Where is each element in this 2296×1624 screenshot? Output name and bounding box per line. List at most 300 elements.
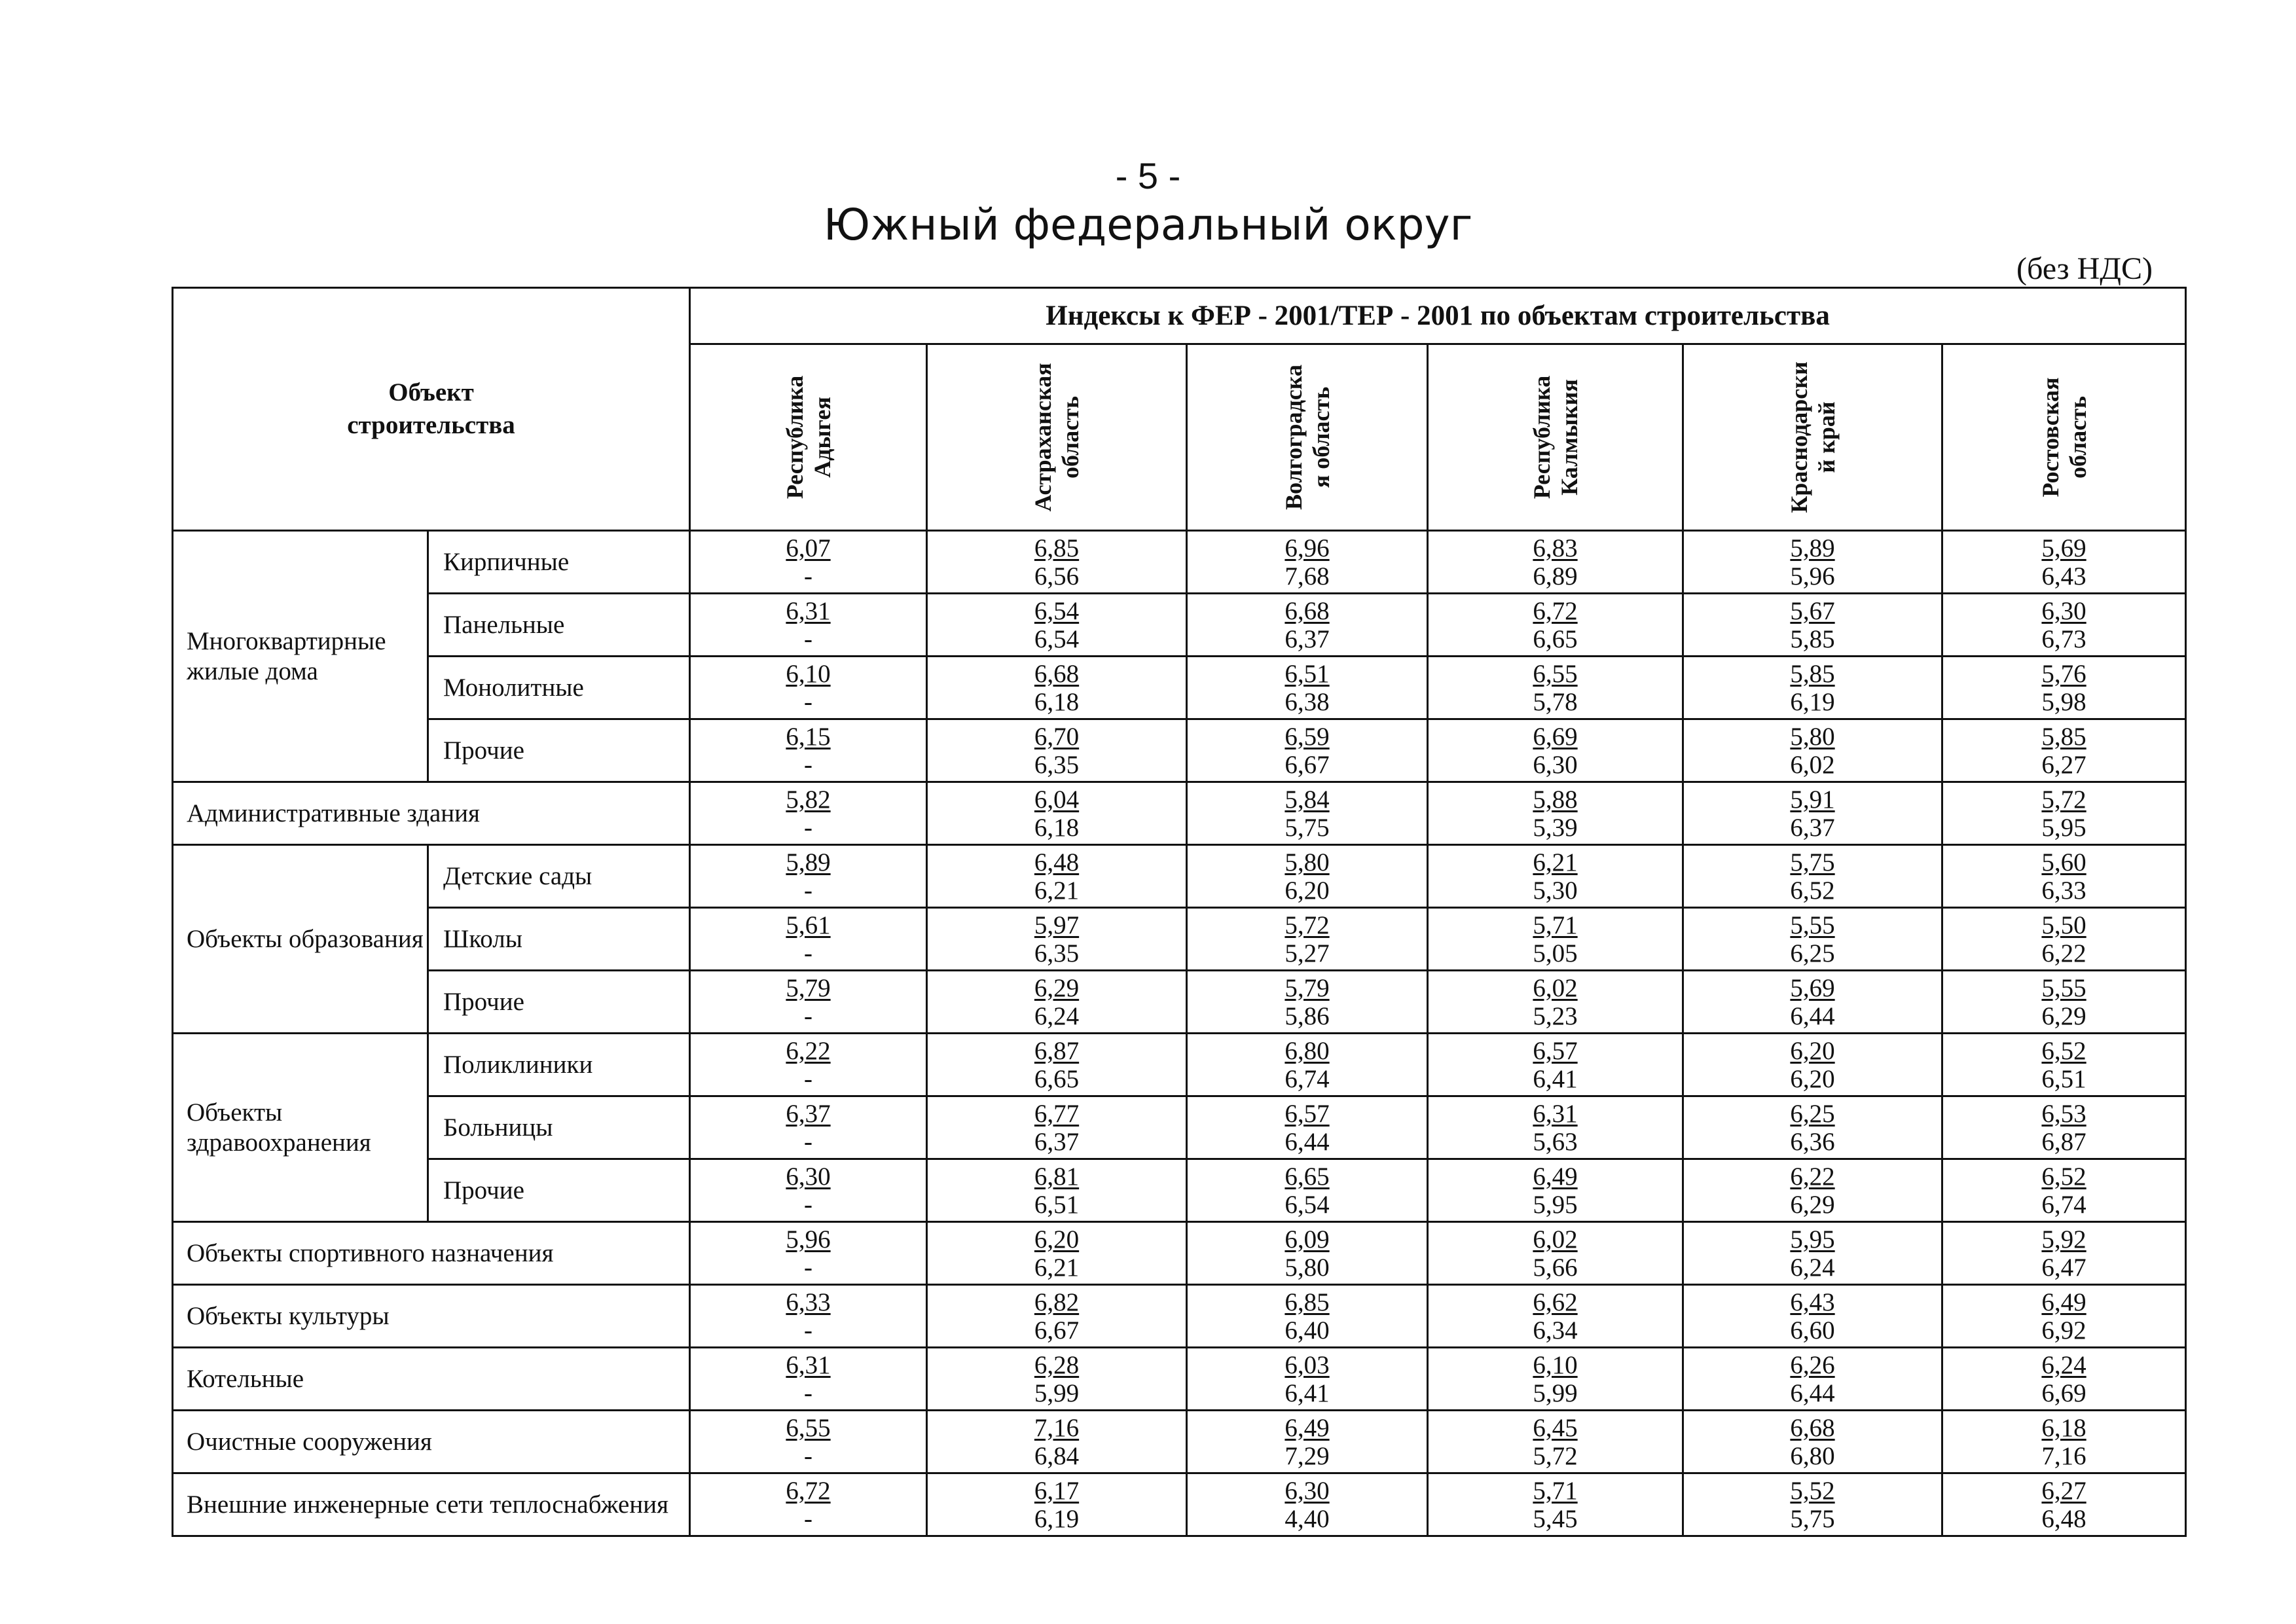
fer-index-value: 6,27: [2041, 1476, 2086, 1505]
fer-index-value: 6,30: [2041, 596, 2086, 625]
index-cell: [1428, 782, 1683, 845]
fer-index-value: 5,92: [2041, 1225, 2086, 1254]
fer-index-value: 6,45: [1533, 1413, 1578, 1442]
region-label: [781, 376, 836, 499]
ter-index-value: 6,43: [2041, 562, 2086, 590]
ter-index-value: 6,24: [1790, 1253, 1835, 1282]
index-cell: [1942, 971, 2186, 1034]
fer-index-value: 6,52: [2041, 1162, 2086, 1191]
region-label-line2: область: [1057, 396, 1084, 478]
vat-note: (без НДС): [2016, 251, 2153, 286]
index-cell: [1428, 1411, 1683, 1473]
fer-index-value: 6,03: [1285, 1350, 1330, 1379]
index-cell: [1428, 845, 1683, 908]
ter-index-value: -: [804, 687, 813, 716]
ter-index-value: 6,84: [1034, 1441, 1080, 1470]
fer-index-value: 6,02: [1533, 1225, 1578, 1254]
ter-index-value: 6,69: [2041, 1379, 2086, 1407]
fer-index-value: 6,10: [1533, 1350, 1578, 1379]
region-label: [1029, 363, 1084, 511]
fer-index-value: 6,30: [786, 1162, 831, 1191]
index-cell: [1942, 1159, 2186, 1222]
index-cell: [690, 1159, 927, 1222]
region-label: [1528, 376, 1583, 499]
fer-index-value: 6,29: [1034, 973, 1080, 1002]
ter-index-value: 5,98: [2041, 687, 2086, 716]
ter-index-value: -: [804, 1316, 813, 1344]
ter-index-value: -: [804, 1253, 813, 1282]
index-cell: [1942, 1222, 2186, 1285]
ter-index-value: 6,44: [1790, 1379, 1835, 1407]
index-cell: [1187, 1348, 1428, 1411]
ter-index-value: -: [804, 750, 813, 779]
ter-index-value: -: [804, 1504, 813, 1533]
table-row: [173, 1285, 2186, 1348]
ter-index-value: 5,30: [1533, 876, 1578, 905]
fer-index-value: 5,79: [786, 973, 831, 1002]
index-cell: [1187, 908, 1428, 971]
index-cell: [1683, 845, 1942, 908]
region-label: [1785, 361, 1840, 513]
ter-index-value: 6,60: [1790, 1316, 1835, 1344]
object-type-label: Больницы: [428, 1096, 690, 1159]
ter-index-value: 6,19: [1790, 687, 1835, 716]
ter-index-value: 5,75: [1285, 813, 1330, 842]
index-cell: [927, 657, 1187, 719]
index-cell: [1683, 1034, 1942, 1096]
fer-index-value: 5,80: [1790, 722, 1835, 751]
object-type-label: Детские сады: [428, 845, 690, 908]
ter-index-value: -: [804, 562, 813, 590]
table-row: [173, 1222, 2186, 1285]
ter-index-value: -: [804, 624, 813, 653]
index-cell: [1942, 719, 2186, 782]
ter-index-value: 6,19: [1034, 1504, 1080, 1533]
ter-index-value: 6,67: [1285, 750, 1330, 779]
fer-index-value: 6,22: [786, 1036, 831, 1065]
ter-index-value: 7,16: [2041, 1441, 2086, 1470]
index-cell: [690, 1034, 927, 1096]
ter-index-value: -: [804, 813, 813, 842]
ter-index-value: 6,40: [1285, 1316, 1330, 1344]
index-cell: [690, 1473, 927, 1536]
index-cell: [927, 845, 1187, 908]
index-cell: [927, 1096, 1187, 1159]
ter-index-value: 5,95: [2041, 813, 2086, 842]
fer-index-value: 6,31: [786, 596, 831, 625]
ter-index-value: 5,23: [1533, 1001, 1578, 1030]
ter-index-value: 6,44: [1790, 1001, 1835, 1030]
ter-index-value: 6,92: [2041, 1316, 2086, 1344]
ter-index-value: 6,65: [1533, 624, 1578, 653]
index-cell: [1683, 1411, 1942, 1473]
ter-index-value: 6,52: [1790, 876, 1835, 905]
region-label: [2037, 378, 2092, 497]
ter-index-value: 6,18: [1034, 813, 1080, 842]
fer-index-value: 6,20: [1790, 1036, 1835, 1065]
fer-index-value: 6,72: [1533, 596, 1578, 625]
ter-index-value: -: [804, 876, 813, 905]
index-cell: [1187, 719, 1428, 782]
region-label-line2: Калмыкия: [1556, 379, 1582, 496]
index-cell: [1683, 971, 1942, 1034]
ter-index-value: 6,20: [1790, 1064, 1835, 1093]
fer-index-value: 5,50: [2041, 911, 2086, 939]
ter-index-value: 6,29: [2041, 1001, 2086, 1030]
index-cell: [1683, 594, 1942, 657]
index-cell: [1428, 1034, 1683, 1096]
fer-index-value: 6,10: [786, 659, 831, 688]
ter-index-value: 6,87: [2041, 1127, 2086, 1156]
fer-index-value: 5,80: [1285, 848, 1330, 876]
index-cell: [1683, 1159, 1942, 1222]
ter-index-value: 5,78: [1533, 687, 1578, 716]
index-cell: [1187, 1034, 1428, 1096]
fer-index-value: 6,31: [786, 1350, 831, 1379]
index-cell: [927, 971, 1187, 1034]
fer-index-value: 6,85: [1034, 533, 1080, 562]
fer-index-value: 6,37: [786, 1099, 831, 1128]
index-cell: [1187, 1285, 1428, 1348]
region-label-line1: Астраханская: [1030, 363, 1057, 512]
ter-index-value: 5,95: [1533, 1190, 1578, 1219]
fer-index-value: 5,71: [1533, 911, 1578, 939]
index-cell: [1187, 1159, 1428, 1222]
index-cell: [1428, 971, 1683, 1034]
ter-index-value: 6,29: [1790, 1190, 1835, 1219]
fer-index-value: 5,84: [1285, 785, 1330, 814]
ter-index-value: 7,29: [1285, 1441, 1330, 1470]
index-cell: [927, 1473, 1187, 1536]
header-region: [690, 344, 927, 531]
fer-index-value: 5,67: [1790, 596, 1835, 625]
fer-index-value: 5,89: [1790, 533, 1835, 562]
ter-index-value: 6,33: [2041, 876, 2086, 905]
header-region: [1187, 344, 1428, 531]
fer-index-value: 6,83: [1533, 533, 1578, 562]
index-cell: [1942, 1411, 2186, 1473]
index-cell: [1942, 531, 2186, 594]
fer-index-value: 5,89: [786, 848, 831, 876]
index-cell: [690, 657, 927, 719]
group-label: Объекты образования: [173, 845, 428, 1034]
index-cell: [690, 1411, 927, 1473]
group-label: Объекты здравоохранения: [173, 1034, 428, 1222]
fer-index-value: 5,55: [1790, 911, 1835, 939]
fer-index-value: 6,15: [786, 722, 831, 751]
header-object: [173, 288, 690, 531]
table-row: [173, 531, 2186, 594]
index-cell: [690, 782, 927, 845]
index-cell: [1187, 594, 1428, 657]
index-cell: [1683, 782, 1942, 845]
index-cell: [690, 594, 927, 657]
index-cell: [1187, 531, 1428, 594]
ter-index-value: 4,40: [1285, 1504, 1330, 1533]
ter-index-value: -: [804, 1001, 813, 1030]
index-cell: [927, 1222, 1187, 1285]
object-type-label: Прочие: [428, 719, 690, 782]
ter-index-value: 6,18: [1034, 687, 1080, 716]
region-label-line1: Краснодарски: [1785, 361, 1812, 513]
index-cell: [1683, 908, 1942, 971]
index-cell: [1942, 782, 2186, 845]
ter-index-value: 6,22: [2041, 939, 2086, 967]
index-cell: [1428, 1096, 1683, 1159]
index-cell: [1187, 845, 1428, 908]
ter-index-value: 7,68: [1285, 562, 1330, 590]
index-cell: [1942, 1473, 2186, 1536]
ter-index-value: 6,54: [1034, 624, 1080, 653]
fer-index-value: 5,91: [1790, 785, 1835, 814]
group-label: Многоквартирные жилые дома: [173, 531, 428, 782]
fer-index-value: 6,20: [1034, 1225, 1080, 1254]
ter-index-value: 6,65: [1034, 1064, 1080, 1093]
ter-index-value: 6,36: [1790, 1127, 1835, 1156]
index-cell: [1683, 1348, 1942, 1411]
fer-index-value: 6,51: [1285, 659, 1330, 688]
fer-index-value: 6,31: [1533, 1099, 1578, 1128]
ter-index-value: 6,74: [2041, 1190, 2086, 1219]
ter-index-value: 6,41: [1533, 1064, 1578, 1093]
index-cell: [1187, 1222, 1428, 1285]
fer-index-value: 5,76: [2041, 659, 2086, 688]
index-cell: [1428, 1473, 1683, 1536]
index-cell: [1683, 1096, 1942, 1159]
fer-index-value: 6,85: [1285, 1288, 1330, 1316]
fer-index-value: 5,72: [2041, 785, 2086, 814]
fer-index-value: 6,18: [2041, 1413, 2086, 1442]
fer-index-value: 6,09: [1285, 1225, 1330, 1254]
fer-index-value: 6,30: [1285, 1476, 1330, 1505]
ter-index-value: -: [804, 939, 813, 967]
fer-index-value: 6,70: [1034, 722, 1080, 751]
ter-index-value: 6,21: [1034, 876, 1080, 905]
ter-index-value: 6,35: [1034, 939, 1080, 967]
ter-index-value: -: [804, 1441, 813, 1470]
index-cell: [690, 719, 927, 782]
table-row: [173, 971, 2186, 1034]
fer-index-value: 5,97: [1034, 911, 1080, 939]
ter-index-value: 6,21: [1034, 1253, 1080, 1282]
index-cell: [927, 1159, 1187, 1222]
fer-index-value: 6,55: [786, 1413, 831, 1442]
fer-index-value: 6,22: [1790, 1162, 1835, 1191]
index-cell: [927, 531, 1187, 594]
fer-index-value: 6,07: [786, 533, 831, 562]
fer-index-value: 6,69: [1533, 722, 1578, 751]
header-index: Индексы к ФЕР - 2001/ТЕР - 2001 по объектам строительства: [690, 288, 2186, 344]
index-cell: [1942, 594, 2186, 657]
index-cell: [1942, 1034, 2186, 1096]
ter-index-value: 5,85: [1790, 624, 1835, 653]
fer-index-value: 6,96: [1285, 533, 1330, 562]
fer-index-value: 6,68: [1285, 596, 1330, 625]
table-row: [173, 782, 2186, 845]
fer-index-value: 5,88: [1533, 785, 1578, 814]
fer-index-value: 6,68: [1790, 1413, 1835, 1442]
fer-index-value: 6,24: [2041, 1350, 2086, 1379]
ter-index-value: 5,86: [1285, 1001, 1330, 1030]
region-label-line2: область: [2064, 396, 2091, 479]
fer-index-value: 6,54: [1034, 596, 1080, 625]
index-cell: [927, 908, 1187, 971]
index-cell: [690, 1222, 927, 1285]
index-cell: [927, 719, 1187, 782]
index-cell: [1187, 1473, 1428, 1536]
region-label-line1: Ростовская: [2037, 377, 2064, 497]
fer-index-value: 6,82: [1034, 1288, 1080, 1316]
fer-index-value: 5,85: [2041, 722, 2086, 751]
ter-index-value: 6,24: [1034, 1001, 1080, 1030]
fer-index-value: 6,72: [786, 1476, 831, 1505]
fer-index-value: 6,57: [1285, 1099, 1330, 1128]
fer-index-value: 6,43: [1790, 1288, 1835, 1316]
table-row: [173, 1411, 2186, 1473]
index-cell: [1428, 719, 1683, 782]
object-type-label: Панельные: [428, 594, 690, 657]
index-cell: [927, 1411, 1187, 1473]
ter-index-value: 6,56: [1034, 562, 1080, 590]
fer-index-value: 6,21: [1533, 848, 1578, 876]
ter-index-value: 6,73: [2041, 624, 2086, 653]
ter-index-value: 5,05: [1533, 939, 1578, 967]
fer-index-value: 5,72: [1285, 911, 1330, 939]
index-cell: [927, 594, 1187, 657]
fer-index-value: 6,17: [1034, 1476, 1080, 1505]
ter-index-value: -: [804, 1190, 813, 1219]
fer-index-value: 6,87: [1034, 1036, 1080, 1065]
ter-index-value: 5,39: [1533, 813, 1578, 842]
index-cell: [1428, 531, 1683, 594]
region-label: [1280, 365, 1335, 510]
fer-index-value: 6,33: [786, 1288, 831, 1316]
index-cell: [1683, 719, 1942, 782]
index-cell: [1428, 594, 1683, 657]
fer-index-value: 5,79: [1285, 973, 1330, 1002]
index-cell: [1942, 657, 2186, 719]
table-row: [173, 845, 2186, 908]
region-label-line1: Республика: [1528, 375, 1555, 499]
object-type-label: Прочие: [428, 971, 690, 1034]
ter-index-value: 5,99: [1533, 1379, 1578, 1407]
fer-index-value: 6,80: [1285, 1036, 1330, 1065]
object-type-label: Поликлиники: [428, 1034, 690, 1096]
header-region: [927, 344, 1187, 531]
fer-index-value: 5,69: [1790, 973, 1835, 1002]
index-cell: [1683, 531, 1942, 594]
fer-index-value: 6,52: [2041, 1036, 2086, 1065]
region-label-line1: Волгоградска: [1280, 365, 1307, 510]
index-cell: [927, 1285, 1187, 1348]
ter-index-value: 6,48: [2041, 1504, 2086, 1533]
table-row: [173, 908, 2186, 971]
object-type-label: Прочие: [428, 1159, 690, 1222]
fer-index-value: 6,55: [1533, 659, 1578, 688]
fer-index-value: 6,25: [1790, 1099, 1835, 1128]
fer-index-value: 6,62: [1533, 1288, 1578, 1316]
ter-index-value: 6,41: [1285, 1379, 1330, 1407]
index-cell: [1942, 908, 2186, 971]
fer-index-value: 6,28: [1034, 1350, 1080, 1379]
fer-index-value: 5,71: [1533, 1476, 1578, 1505]
fer-index-value: 7,16: [1034, 1413, 1080, 1442]
table-row: [173, 1096, 2186, 1159]
object-label: Административные здания: [173, 782, 690, 845]
index-cell: [1942, 1285, 2186, 1348]
fer-index-value: 6,77: [1034, 1099, 1080, 1128]
object-type-label: Кирпичные: [428, 531, 690, 594]
fer-index-value: 6,53: [2041, 1099, 2086, 1128]
ter-index-value: 6,54: [1285, 1190, 1330, 1219]
ter-index-value: 6,44: [1285, 1127, 1330, 1156]
index-cell: [690, 1096, 927, 1159]
fer-index-value: 5,95: [1790, 1225, 1835, 1254]
fer-index-value: 6,26: [1790, 1350, 1835, 1379]
ter-index-value: 6,51: [2041, 1064, 2086, 1093]
ter-index-value: 6,37: [1790, 813, 1835, 842]
region-label-line2: Адыгея: [809, 397, 835, 478]
table-row: [173, 1348, 2186, 1411]
object-label: Внешние инженерные сети теплоснабжения: [173, 1473, 690, 1536]
ter-index-value: 5,75: [1790, 1504, 1835, 1533]
ter-index-value: 5,96: [1790, 562, 1835, 590]
region-label-line2: й край: [1813, 401, 1840, 473]
object-label: Объекты культуры: [173, 1285, 690, 1348]
index-cell: [1187, 971, 1428, 1034]
ter-index-value: 5,72: [1533, 1441, 1578, 1470]
fer-index-value: 6,02: [1533, 973, 1578, 1002]
index-cell: [1187, 1096, 1428, 1159]
ter-index-value: 6,20: [1285, 876, 1330, 905]
fer-index-value: 5,75: [1790, 848, 1835, 876]
index-cell: [1942, 845, 2186, 908]
table-row: [173, 594, 2186, 657]
ter-index-value: 6,51: [1034, 1190, 1080, 1219]
index-table: [172, 287, 2187, 1537]
fer-index-value: 6,68: [1034, 659, 1080, 688]
ter-index-value: 6,37: [1034, 1127, 1080, 1156]
ter-index-value: 6,34: [1533, 1316, 1578, 1344]
fer-index-value: 6,04: [1034, 785, 1080, 814]
index-cell: [1428, 1222, 1683, 1285]
fer-index-value: 5,61: [786, 911, 831, 939]
index-cell: [927, 1348, 1187, 1411]
ter-index-value: 6,67: [1034, 1316, 1080, 1344]
ter-index-value: 5,80: [1285, 1253, 1330, 1282]
ter-index-value: 5,27: [1285, 939, 1330, 967]
fer-index-value: 6,59: [1285, 722, 1330, 751]
index-cell: [1187, 1411, 1428, 1473]
index-cell: [1683, 657, 1942, 719]
ter-index-value: 5,63: [1533, 1127, 1578, 1156]
header-object-line2: строительства: [347, 411, 515, 439]
table-row: [173, 719, 2186, 782]
fer-index-value: 5,52: [1790, 1476, 1835, 1505]
page-number: - 5 -: [1115, 155, 1181, 196]
index-cell: [1942, 1348, 2186, 1411]
ter-index-value: 5,99: [1034, 1379, 1080, 1407]
ter-index-value: 6,38: [1285, 687, 1330, 716]
index-cell: [1683, 1222, 1942, 1285]
index-cell: [927, 782, 1187, 845]
fer-index-value: 5,96: [786, 1225, 831, 1254]
ter-index-value: 6,25: [1790, 939, 1835, 967]
index-cell: [1942, 1096, 2186, 1159]
ter-index-value: -: [804, 1064, 813, 1093]
ter-index-value: 6,74: [1285, 1064, 1330, 1093]
fer-index-value: 6,49: [1285, 1413, 1330, 1442]
